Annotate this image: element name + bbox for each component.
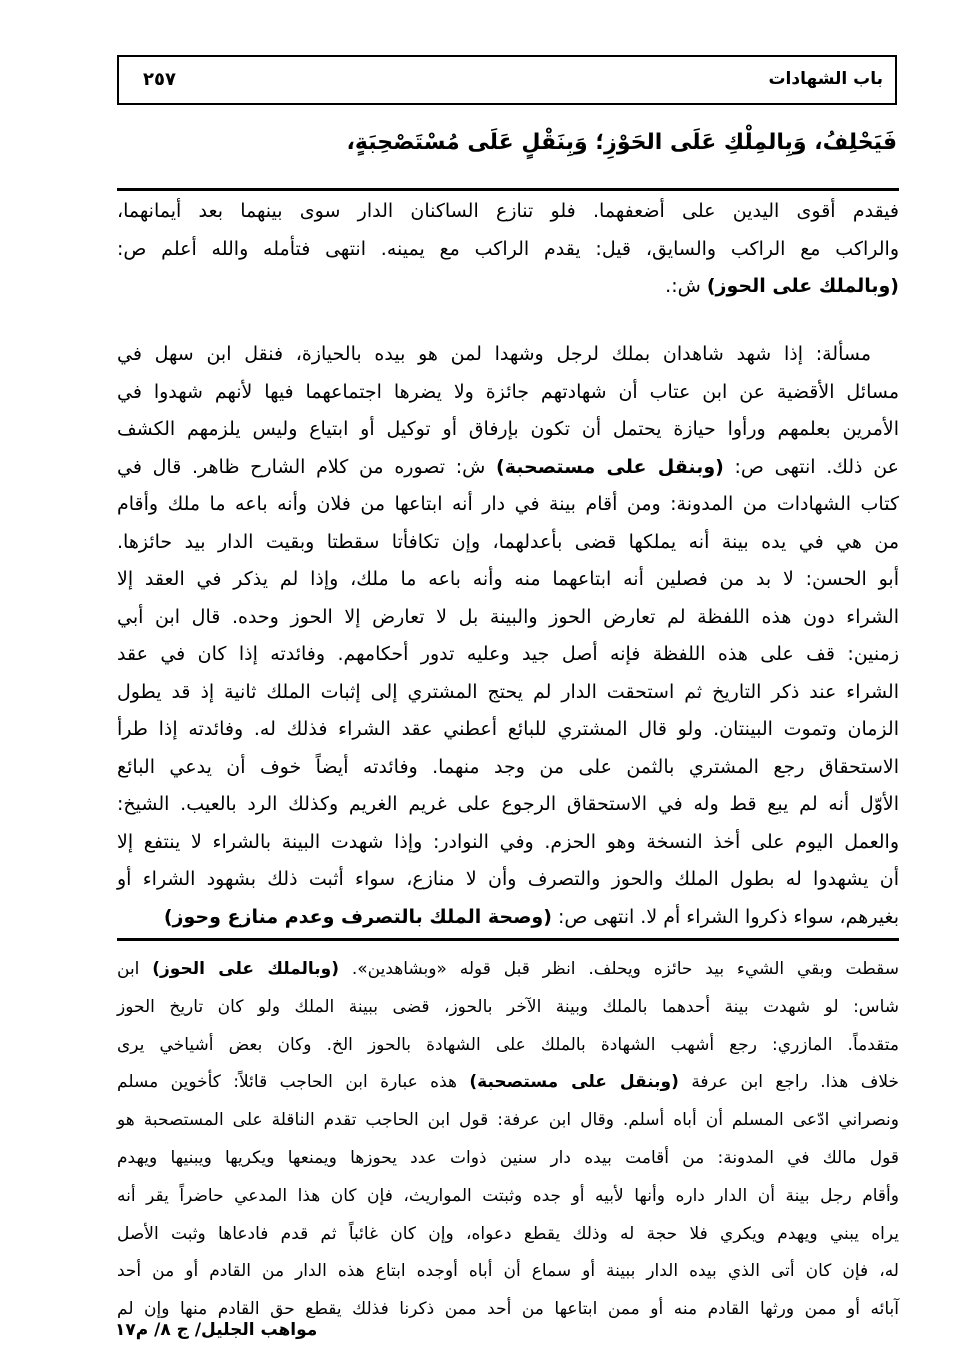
text-segment: والراكب مع الراكب والسايق، قيل: يقدم الراكب مع يمينه. انتهى فتأمله والله أعلم ص: xyxy=(117,237,899,260)
text-segment: مسائل الأقضية عن ابن عتاب أن شهادتهم جائزة ولا يضرها اجتماعهما فيها لأنهم شهدوا في xyxy=(117,380,899,403)
text-segment: عن ذلك. انتهى ص: xyxy=(723,455,900,478)
text-line xyxy=(117,861,899,899)
text-line xyxy=(117,524,899,562)
text-segment: ابن xyxy=(117,959,153,979)
text-segment: يراه يبني ويهدم ويكري فلا حجة له وذلك يقطع دعواه، وإن كان غائباً ثم قدم فادعاها وثبت الأصل xyxy=(117,1223,899,1244)
bold-citation: (وبنقل على مستصحبة) xyxy=(496,455,724,478)
text-segment: والعمل اليوم على أخذ النسخة وهو الحزم. وفي النوادر: وإذا شهدت البينة بالشراء لا ينتفع إلا xyxy=(117,830,899,853)
text-line xyxy=(117,989,899,1027)
text-line xyxy=(117,374,899,412)
text-segment: متقدماً. المازري: رجع أشهب الشهادة بالملك على الشهادة بالحوز الخ. وكان بعض أشياخي يرى xyxy=(117,1034,899,1055)
text-line xyxy=(117,1102,899,1140)
matn-text: فَيَحْلِفُ، وَبِالمِلْكِ عَلَى الحَوْزِ؛ وَبِنَقْلٍ عَلَى مُسْتَصْحِبَةٍ، xyxy=(346,130,897,155)
bold-citation: (وبالملك على الحوز) xyxy=(706,275,899,297)
text-segment: الأوّل أنه لم يبع قط وله في الاستحقاق الرجوع على غريم الغريم وكذلك الرد بالعيب. الشيخ: xyxy=(117,793,899,815)
text-segment: ش:. xyxy=(665,275,707,297)
text-segment: وأقام رجل بينة أن الدار داره وأنها لأبيه أو جده وثبتت المواريث، فإن كان هذا المدعي حاضراً يقر أنه xyxy=(117,1185,899,1206)
text-segment: ش: تصوره من كلام الشارح ظاهر. قال في xyxy=(117,455,497,478)
text-segment: الاستحقاق رجع المشتري بالثمن على من وجد منهما. وفائدته أيضاً خوف أن يدعي البائع xyxy=(117,755,899,778)
text-line xyxy=(117,1178,899,1216)
running-header xyxy=(117,55,897,105)
text-segment: زمنين: قف على هذه اللفظة فإنه أصل جيد وعليه تدور أحكامهم. وفائدته إذا كان في عقد xyxy=(117,643,899,665)
text-line xyxy=(117,786,899,824)
divider-footnotes xyxy=(117,938,899,941)
text-line xyxy=(117,636,899,674)
text-line xyxy=(117,231,899,269)
text-segment: قول مالك في المدونة: من أقامت بيده دار سنين ذوات عدد يحوزها ويمنعها ويكريها ويبنيها ويهدم xyxy=(117,1147,899,1168)
commentary-paragraph-2 xyxy=(117,336,899,936)
divider-top xyxy=(117,188,899,191)
text-line xyxy=(117,1253,899,1291)
text-line xyxy=(117,1027,899,1065)
text-segment: ونصراني ادّعى المسلم أن أباه أسلم. وقال ابن عرفة: قول ابن الحاجب تقدم الناقلة على المستصحبة هو xyxy=(117,1110,899,1131)
text-segment: من هي في يده بينة أنه يملكها قضى بأعدلهما، وإن تكافأتا سقطتا وبقيت الدار بيد حائزها. xyxy=(117,530,899,553)
text-segment: بغيرهم، سواء ذكروا الشراء أم لا. انتهى ص: xyxy=(551,905,899,928)
bold-citation: (وبالملك على الحوز) xyxy=(152,959,340,979)
text-segment: شاس: لو شهدت بينة أحدهما بالملك وبينة الآخر بالحوز، قضى ببينة الملك ولو كان تاريخ الحوز xyxy=(117,996,899,1017)
text-line xyxy=(117,561,899,599)
text-line xyxy=(117,1064,899,1102)
text-line xyxy=(117,1216,899,1254)
text-line xyxy=(117,749,899,787)
text-line xyxy=(117,411,899,449)
text-line xyxy=(117,899,899,937)
text-segment: الشراء دون هذه اللفظة لم تعارض الحوز والبينة بل لا تعارض إلا الحوز وحده. قال ابن أبي xyxy=(117,605,899,628)
text-segment: آبائه أو ممن ورثها القادم منه أو ممن ابتاعها من أحد ممن ذكرنا فذلك يقطع حق القادم منها وإن لم xyxy=(117,1299,899,1320)
footnotes xyxy=(117,951,899,1329)
text-line xyxy=(117,824,899,862)
bold-citation: (وبنقل على مستصحبة) xyxy=(469,1072,679,1093)
page-number: ٢٥٧ xyxy=(143,69,176,90)
text-line xyxy=(117,674,899,712)
text-line xyxy=(117,486,899,524)
text-segment: مسألة: إذا شهد شاهدان بملك لرجل وشهدا لمن هو بيده بالحيازة، فنقل ابن سهل في xyxy=(117,343,871,365)
text-segment: الزمان وتموت البينتان. ولو قال المشتري للبائع أعطني عقد الشراء فذلك له. وفائدته إذا طرأ xyxy=(117,718,899,740)
text-segment: الأمرين بعلمهم ورأوا حيازة يحتمل أن تكون بإرفاق أو توكيل أو ابتياع وليس يلزمهم الكشف xyxy=(117,418,899,440)
text-line xyxy=(117,336,899,374)
text-line xyxy=(117,599,899,637)
text-line xyxy=(117,711,899,749)
commentary-paragraph-1 xyxy=(117,193,899,306)
text-segment: كتاب الشهادات من المدونة: ومن أقام بينة في دار أنه ابتاعها من فلان وأنه باعه ما ملك وأقام xyxy=(117,493,899,515)
text-line xyxy=(117,1140,899,1178)
text-line xyxy=(117,951,899,989)
text-segment: خلاف هذا. راجع ابن عرفة xyxy=(678,1072,899,1093)
text-segment: الشراء عند ذكر التاريخ ثم استحقت الدار لم يحتج المشتري إلى إثبات الملك ثانية إذ قد يطول xyxy=(117,680,899,703)
text-segment: له، فإن كان أتى الذي بيده الدار ببينة أو سماع أن أباه أوجده ابتاع هذه الدار من القادم أو من أحد xyxy=(117,1261,899,1282)
text-segment: سقطت وبقي الشيء بيد حائزه ويحلف. انظر قبل قوله «وبشاهدين». xyxy=(339,959,899,979)
text-line xyxy=(117,268,899,306)
text-line xyxy=(117,193,899,231)
volume-signature: مواهب الجليل/ ج ٨/ م١٧ xyxy=(115,1320,318,1340)
text-segment: هذه عبارة ابن الحاجب قائلاً: كأخوين مسلم xyxy=(117,1072,470,1093)
bold-citation: (وصحة الملك بالتصرف وعدم منازع وحوز) xyxy=(163,905,552,928)
chapter-title: باب الشهادات xyxy=(768,69,883,89)
text-segment: أن يشهدوا له بطول الملك والحوز والتصرف وأن لا منازع، سواء أثبت ذلك بشهود الشراء أو xyxy=(117,868,899,890)
text-segment: فيقدم أقوى اليدين على أضعفهما. فلو تنازع الساكنان الدار سوى بينهما بعد أيمانهما، xyxy=(117,200,899,222)
text-line xyxy=(117,449,899,487)
text-segment: أبو الحسن: لا بد من فصلين أنه ابتاعهما منه وأنه باعه ما ملك، وإذا لم يذكر في العقد إلا xyxy=(117,568,899,590)
